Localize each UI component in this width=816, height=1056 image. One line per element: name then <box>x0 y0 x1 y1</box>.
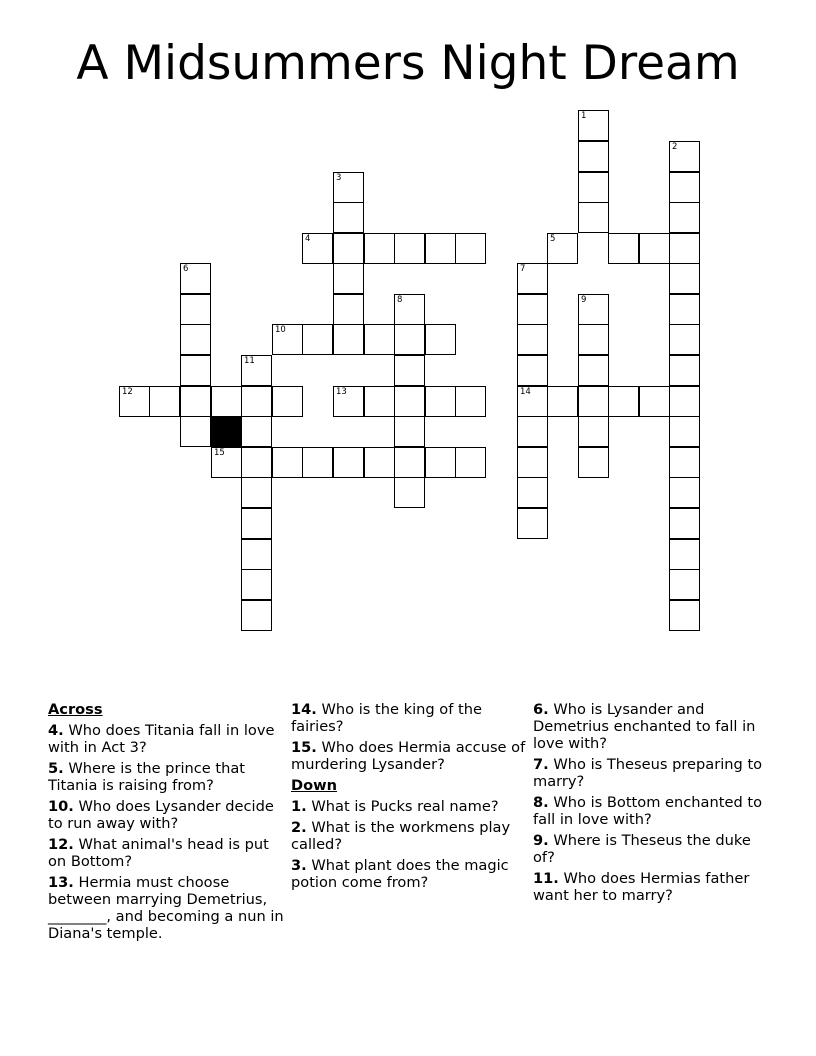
clue-column-3 <box>533 701 769 908</box>
grid-cell[interactable] <box>669 263 700 294</box>
down-clues-list-continued <box>533 701 769 904</box>
grid-cell[interactable] <box>272 386 303 417</box>
grid-cell[interactable] <box>394 324 425 355</box>
grid-cell[interactable] <box>547 233 578 264</box>
grid-cell[interactable] <box>180 324 211 355</box>
grid-cell[interactable] <box>394 386 425 417</box>
clue-number-label: 11. <box>533 870 559 887</box>
grid-cell[interactable] <box>669 600 700 631</box>
clue-number-label: 1. <box>291 798 307 815</box>
clue-number: 11 <box>244 356 255 366</box>
down-clue <box>533 832 769 866</box>
grid-cell[interactable] <box>578 172 609 203</box>
grid-cell[interactable] <box>302 324 333 355</box>
clue-number: 5 <box>550 234 556 244</box>
across-clue <box>48 874 284 942</box>
grid-cell[interactable] <box>669 172 700 203</box>
grid-cell[interactable] <box>211 447 242 478</box>
grid-cell[interactable] <box>394 447 425 478</box>
grid-cell[interactable] <box>272 447 303 478</box>
clue-text: Who does Hermia accuse of murdering Lysander? <box>291 739 526 773</box>
grid-cell[interactable] <box>241 447 272 478</box>
across-heading: Across <box>48 701 103 718</box>
across-clue <box>291 701 527 735</box>
grid-cell[interactable] <box>517 508 548 539</box>
clue-number: 14 <box>520 387 531 397</box>
grid-cell[interactable] <box>517 324 548 355</box>
clue-number: 1 <box>581 111 587 121</box>
grid-cell[interactable] <box>669 294 700 325</box>
clue-column-1 <box>48 701 284 946</box>
grid-cell[interactable] <box>333 324 364 355</box>
down-clue <box>533 794 769 828</box>
grid-cell[interactable] <box>608 386 639 417</box>
grid-black-cell <box>211 416 242 447</box>
clue-number: 2 <box>672 142 678 152</box>
grid-cell[interactable] <box>394 416 425 447</box>
clue-text: Where is Theseus the duke of? <box>533 832 751 866</box>
grid-cell[interactable] <box>669 355 700 386</box>
clue-number-label: 4. <box>48 722 64 739</box>
grid-cell[interactable] <box>455 233 486 264</box>
grid-cell[interactable] <box>364 324 395 355</box>
grid-cell[interactable] <box>578 324 609 355</box>
grid-cell[interactable] <box>180 416 211 447</box>
grid-cell[interactable] <box>669 141 700 172</box>
grid-cell[interactable] <box>578 416 609 447</box>
grid-cell[interactable] <box>364 386 395 417</box>
grid-cell[interactable] <box>241 569 272 600</box>
grid-cell[interactable] <box>669 386 700 417</box>
clue-text: Who does Titania fall in love with in Act 3? <box>48 722 275 756</box>
grid-cell[interactable] <box>119 386 150 417</box>
across-clue <box>48 798 284 832</box>
grid-cell[interactable] <box>425 233 456 264</box>
grid-cell[interactable] <box>241 355 272 386</box>
down-clue <box>533 701 769 752</box>
grid-cell[interactable] <box>578 386 609 417</box>
clue-text: Who is Theseus preparing to marry? <box>533 756 763 790</box>
grid-cell[interactable] <box>241 386 272 417</box>
grid-cell[interactable] <box>149 386 180 417</box>
clue-number: 9 <box>581 295 587 305</box>
grid-cell[interactable] <box>578 202 609 233</box>
clue-text: Who is Bottom enchanted to fall in love with? <box>533 794 763 828</box>
clue-text: Hermia must choose between marrying Demetrius, ________, and becoming a nun in Diana's temple. <box>48 874 284 942</box>
grid-cell[interactable] <box>180 294 211 325</box>
grid-cell[interactable] <box>669 569 700 600</box>
grid-cell[interactable] <box>333 294 364 325</box>
grid-cell[interactable] <box>180 386 211 417</box>
grid-cell[interactable] <box>241 477 272 508</box>
grid-cell[interactable] <box>608 233 639 264</box>
grid-cell[interactable] <box>455 447 486 478</box>
grid-cell[interactable] <box>394 477 425 508</box>
grid-cell[interactable] <box>241 600 272 631</box>
clue-text: Who is the king of the fairies? <box>291 701 482 735</box>
grid-cell[interactable] <box>333 263 364 294</box>
down-clue <box>533 756 769 790</box>
grid-cell[interactable] <box>669 539 700 570</box>
grid-cell[interactable] <box>394 355 425 386</box>
clue-text: What is Pucks real name? <box>311 798 499 815</box>
clue-number: 6 <box>183 264 189 274</box>
grid-cell[interactable] <box>669 324 700 355</box>
across-clue <box>48 722 284 756</box>
page-title: A Midsummers Night Dream <box>76 36 740 91</box>
grid-cell[interactable] <box>394 233 425 264</box>
grid-cell[interactable] <box>302 233 333 264</box>
clue-number-label: 3. <box>291 857 307 874</box>
grid-cell[interactable] <box>333 233 364 264</box>
clue-number-label: 13. <box>48 874 74 891</box>
grid-cell[interactable] <box>517 477 548 508</box>
grid-cell[interactable] <box>578 447 609 478</box>
grid-cell[interactable] <box>425 324 456 355</box>
grid-cell[interactable] <box>669 416 700 447</box>
across-clues-list <box>48 722 284 942</box>
grid-cell[interactable] <box>517 386 548 417</box>
clue-number-label: 15. <box>291 739 317 756</box>
grid-cell[interactable] <box>517 263 548 294</box>
grid-cell[interactable] <box>425 447 456 478</box>
grid-cell[interactable] <box>578 110 609 141</box>
grid-cell[interactable] <box>517 355 548 386</box>
grid-cell[interactable] <box>517 447 548 478</box>
grid-cell[interactable] <box>394 294 425 325</box>
grid-cell[interactable] <box>333 202 364 233</box>
grid-cell[interactable] <box>669 447 700 478</box>
clue-number-label: 8. <box>533 794 549 811</box>
grid-cell[interactable] <box>669 233 700 264</box>
across-clues-list-continued <box>291 701 527 773</box>
grid-cell[interactable] <box>639 233 670 264</box>
clue-number-label: 14. <box>291 701 317 718</box>
grid-cell[interactable] <box>241 539 272 570</box>
clue-number: 12 <box>122 387 133 397</box>
grid-cell[interactable] <box>578 141 609 172</box>
clue-text: What animal's head is put on Bottom? <box>48 836 269 870</box>
clue-column-2 <box>291 701 527 895</box>
clue-number: 10 <box>275 325 286 335</box>
grid-cell[interactable] <box>639 386 670 417</box>
clue-number: 7 <box>520 264 526 274</box>
clue-number: 15 <box>214 448 225 458</box>
grid-cell[interactable] <box>180 355 211 386</box>
grid-cell[interactable] <box>455 386 486 417</box>
grid-cell[interactable] <box>669 508 700 539</box>
grid-cell[interactable] <box>333 386 364 417</box>
grid-cell[interactable] <box>302 447 333 478</box>
clue-text: Where is the prince that Titania is raising from? <box>48 760 246 794</box>
down-heading: Down <box>291 777 338 794</box>
clue-text: Who does Hermias father want her to marry? <box>533 870 750 904</box>
grid-cell[interactable] <box>333 172 364 203</box>
clue-number-label: 12. <box>48 836 74 853</box>
grid-cell[interactable] <box>333 447 364 478</box>
across-clue <box>48 836 284 870</box>
grid-cell[interactable] <box>364 447 395 478</box>
across-clue <box>291 739 527 773</box>
grid-cell[interactable] <box>669 202 700 233</box>
grid-cell[interactable] <box>364 233 395 264</box>
clue-number-label: 9. <box>533 832 549 849</box>
clue-number-label: 6. <box>533 701 549 718</box>
grid-cell[interactable] <box>517 294 548 325</box>
grid-cell[interactable] <box>669 477 700 508</box>
clue-number-label: 5. <box>48 760 64 777</box>
down-clues-list <box>291 798 527 891</box>
clue-number-label: 7. <box>533 756 549 773</box>
grid-cell[interactable] <box>578 355 609 386</box>
clue-text: Who does Lysander decide to run away with? <box>48 798 274 832</box>
grid-cell[interactable] <box>272 324 303 355</box>
grid-cell[interactable] <box>241 416 272 447</box>
grid-cell[interactable] <box>425 386 456 417</box>
clue-number-label: 2. <box>291 819 307 836</box>
grid-cell[interactable] <box>517 416 548 447</box>
clue-text: Who is Lysander and Demetrius enchanted to fall in love with? <box>533 701 756 752</box>
clue-number-label: 10. <box>48 798 74 815</box>
clue-number: 4 <box>305 234 311 244</box>
grid-cell[interactable] <box>211 386 242 417</box>
clue-number: 3 <box>336 173 342 183</box>
down-clue <box>291 857 527 891</box>
clue-text: What plant does the magic potion come from? <box>291 857 509 891</box>
across-clue <box>48 760 284 794</box>
clue-number: 8 <box>397 295 403 305</box>
grid-cell[interactable] <box>578 294 609 325</box>
grid-cell[interactable] <box>547 386 578 417</box>
grid-cell[interactable] <box>180 263 211 294</box>
clue-text: What is the workmens play called? <box>291 819 511 853</box>
down-clue <box>291 798 527 815</box>
grid-cell[interactable] <box>241 508 272 539</box>
down-clue <box>533 870 769 904</box>
clue-number: 13 <box>336 387 347 397</box>
down-clue <box>291 819 527 853</box>
